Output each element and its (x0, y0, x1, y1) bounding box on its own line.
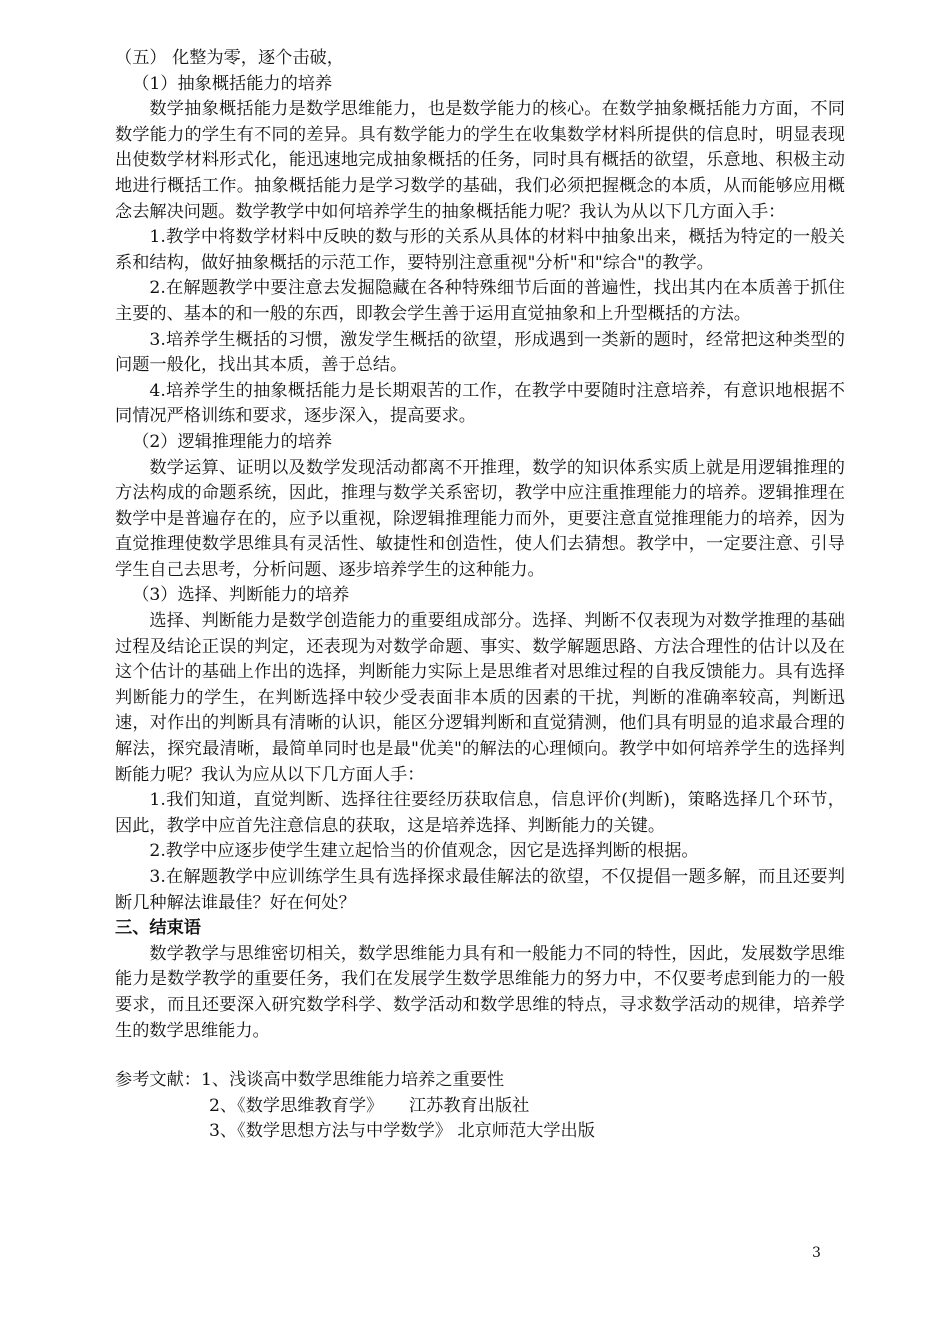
list-item: 4.培养学生的抽象概括能力是长期艰苦的工作，在教学中要随时注意培养，有意识地根据不同情况严格训练和要求，逐步深入，提高要求。 (115, 380, 845, 427)
list-item: 2.教学中应逐步使学生建立起恰当的价值观念，因它是选择判断的根据。 (149, 841, 699, 862)
list-item: 1.教学中将数学材料中反映的数与形的关系从具体的材料中抽象出来，概括为特定的一般关系和结构，做好抽象概括的示范工作，要特别注意重视"分析"和"综合"的教学。 (115, 227, 845, 273)
conclusion-paragraph: 数学教学与思维密切相关，数学思维能力具有和一般能力不同的特性，因此，发展数学思维能力是数学教学的重要任务，我们在发展学生数学思维能力的努力中，不仅要考虑到能力的一般要求，而且还要深入研究数学科学、数学活动和数学思维的特点，寻求数学活动的规律，培养学生的数学思维能力。 (115, 943, 845, 1041)
references (115, 1068, 845, 1145)
section-heading-5: （五） 化整为零，逐个击破， (115, 48, 344, 68)
reference-item: 3、《数学思想方法与中学数学》 北京师范大学出版 (209, 1121, 595, 1142)
reference-item: 1、浅谈高中数学思维能力培养之重要性 (200, 1070, 505, 1091)
subsection-title-3: （3）选择、判断能力的培养 (132, 585, 350, 606)
paragraph: 数学运算、证明以及数学发现活动都离不开推理，数学的知识体系实质上就是用逻辑推理的方法构成的命题系统，因此，推理与数学关系密切，教学中应注重推理能力的培养。逻辑推理在数学中是普遍存在的，应予以重视，除逻辑推理能力而外，更要注意直觉推理能力的培养，因为直觉推理使数学思维具有灵活性、敏捷性和创造性，使人们去猜想。教学中，一定要注意、引导学生自己去思考，分析问题、逐步培养学生的这种能力。 (115, 457, 845, 580)
page-number: 3 (812, 1245, 821, 1261)
subsection-title-1: （1）抽象概括能力的培养 (132, 73, 333, 94)
reference-line (115, 1068, 845, 1094)
references-label: 参考文献： (115, 1070, 201, 1091)
list-item: 1.我们知道，直觉判断、选择往往要经历获取信息，信息评价(判断)，策略选择几个环节，因此，教学中应首先注意信息的获取，这是培养选择、判断能力的关键。 (115, 790, 845, 836)
list-item: 3.在解题教学中应训练学生具有选择探求最佳解法的欲望，不仅提倡一题多解，而且还要判断几种解法谁最佳？好在何处？ (115, 867, 845, 913)
paragraph: 选择、判断能力是数学创造能力的重要组成部分。选择、判断不仅表现为对数学推理的基础过程及结论正误的判定，还表现为对数学命题、事实、数学解题思路、方法合理性的估计以及在这个估计的基础上作出的选择，判断能力实际上是思维者对思维过程的自我反馈能力。具有选择判断能力的学生，在判断选择中较少受表面非本质的因素的干扰，判断的准确率较高，判断迅速，对作出的判断具有清晰的认识，能区分逻辑判断和直觉猜测，他们具有明显的追求最合理的解法，探究最清晰，最简单同时也是最"优美"的解法的心理倾向。教学中如何培养学生的选择判断能力呢？我认为应从以下几方面人手： (115, 611, 845, 785)
reference-item: 2、《数学思维教育学》 江苏教育出版社 (209, 1095, 530, 1116)
subsection-title-2: （2）逻辑推理能力的培养 (132, 431, 333, 452)
list-item: 3.培养学生概括的习惯，激发学生概括的欲望，形成遇到一类新的题时，经常把这种类型的问题一般化，找出其本质，善于总结。 (115, 329, 845, 376)
document-body (115, 46, 845, 1145)
section-title-conclusion: 三、结束语 (115, 918, 201, 939)
paragraph: 数学抽象概括能力是数学思维能力，也是数学能力的核心。在数学抽象概括能力方面，不同数学能力的学生有不同的差异。具有数学能力的学生在收集数学材料所提供的信息时，明显表现出使数学材料形式化，能迅速地完成抽象概括的任务，同时具有概括的欲望，乐意地、积极主动地进行概括工作。抽象概括能力是学习数学的基础，我们必须把握概念的本质，从而能够应用概念去解决问题。数学教学中如何培养学生的抽象概括能力呢？我认为从以下几方面入手： (115, 99, 845, 222)
list-item: 2.在解题教学中要注意去发掘隐藏在各种特殊细节后面的普遍性，找出其内在本质善于抓住主要的、基本的和一般的东西，即教会学生善于运用直觉抽象和上升型概括的方法。 (115, 278, 845, 324)
